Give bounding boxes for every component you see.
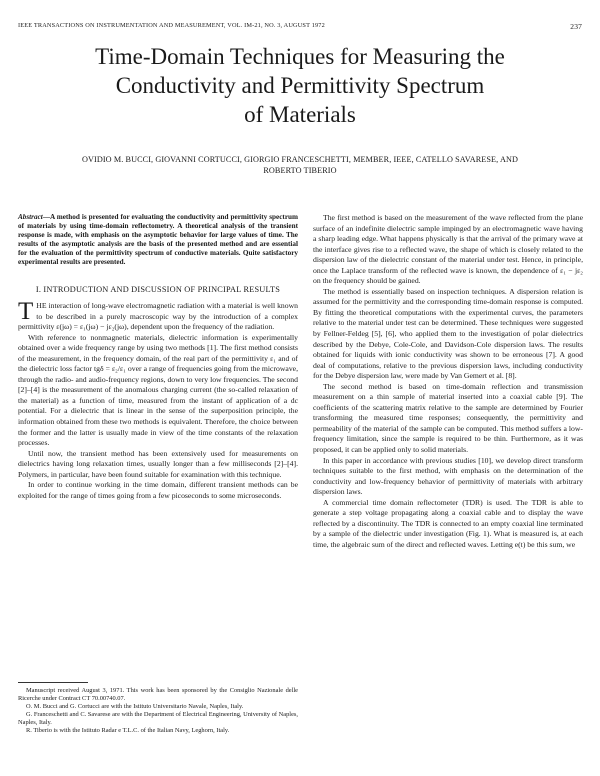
footnote-affiliation-2: G. Franceschetti and C. Savarese are with the Department of Electrical Engineering, University of Naples, Naples, Italy. [18, 711, 298, 727]
journal-line: IEEE TRANSACTIONS ON INSTRUMENTATION AND MEASUREMENT, VOL. IM-21, NO. 3, AUGUST 1972 [18, 22, 325, 29]
intro-paragraph-1 [18, 298, 298, 333]
footnote-rule [18, 682, 88, 683]
footnote-received: Manuscript received August 3, 1971. This work has been sponsored by the Consiglio Nazionale delle Ricerche under Contract CT 70.00740.07. [18, 687, 298, 703]
section-heading: I. INTRODUCTION AND DISCUSSION OF PRINCIPAL RESULTS [35, 285, 281, 294]
title-line-1: Time-Domain Techniques for Measuring the [95, 44, 505, 69]
right-paragraph-4: In this paper in accordance with previous studies [10], we develop direct transform techniques suitable to the first method, with emphasis on the determination of the conductivity and low-frequency behavior of permittivity of materials with arbitrary dispersion laws. [313, 455, 583, 497]
right-paragraph-1: The first method is based on the measurement of the wave reflected from the plane surface of an indefinite dielectric sample impinged by an electromagnetic wave having a sharp leading edge. What happens physically is that the arrival of the primary wave at the interface gives rise to a reflected wave, the shape of which is closely related to the dispersion law of the dielectric constant of the material under test. Hence, in principle, once the Laplace transform of the reflected wave is known, the dependence of ε₁ − jε₂ on the frequency should be gained. [313, 213, 583, 286]
intro-paragraph-1-text: HE interaction of long-wave electromagnetic radiation with a material is well known to be described in a purely macroscopic way by the introduction of a complex permittivity ε(jω) = ε₁(jω) − jε₂(jω), dependent upon the frequency of the radiation. [18, 301, 298, 332]
intro-paragraph-2: With reference to nonmagnetic materials, dielectric information is experimentally obtained over a wide frequency range by using two methods [1]. The first method consists of the measurement, in the frequency domain, of the real part of the permittivity ε₁ and of the dielectric loss factor tgδ = ε₂/ε₁ over a range of frequencies going from the microwave, through the radio- and audio-frequency regions, down to very low frequencies. The second [2]–[4] is the measurement of the anomalous charging current (the so-called relaxation of the material) as a function of time, measured from the instant of application of a dc potential. For a dielectric that is linear in the sense of the superposition principle, the information obtained from these two methods is equivalent. Therefore, the choice between the former and the latter is usually made in view of the time constants of the relaxation processes. [18, 332, 298, 448]
right-column [313, 213, 583, 551]
abstract: Abstract—A method is presented for evaluating the conductivity and permittivity spectrum of materials by using time-domain reflectometry. A theoretical analysis of the transient response is made, with emphasis on the asymptotic behavior for large values of time. The results of the asymptotic analysis are the basis of the presented method and are essential for the evaluation of the permittivity spectrum of conductive materials. Quite satisfactory experimental results are presented. [18, 213, 298, 267]
intro-paragraph-4: In order to continue working in the time domain, different transient methods can be exploited for the range of times going from a few picoseconds to some microseconds. [18, 480, 298, 500]
right-paragraph-3: The second method is based on time-domain reflection and transmission measurement on a thin sample of material inserted into a coaxial cable [9]. The coefficients of the scattering matrix relative to the sample are determined by Fourier transforming the measured time responses; consequently, the permittivity and permeability of the material of the sample can be computed. This method suffers a low-frequency limitation, since the sample is required to be thin. Furthermore, as it was proposed, it can be applied only to solid materials. [313, 381, 583, 455]
right-paragraph-5: A commercial time domain reflectometer (TDR) is used. The TDR is able to generate a step voltage propagating along a coaxial cable and to display the wave reflected by a discontinuity. The TDR is connected to an empty coaxial line terminated by a sample of the dielectric under investigation (Fig. 1). What is measured is, at each time, the algebraic sum of the direct and reflected waves. Letting e(t) be this sum, we [313, 497, 583, 549]
paper-title [60, 42, 540, 129]
footnote-affiliation-3: R. Tiberio is with the Istituto Radar e T.L.C. of the Italian Navy, Leghorn, Italy. [26, 727, 230, 735]
running-head [18, 22, 582, 29]
abstract-text: A method is presented for evaluating the conductivity and permittivity spectrum of materials by using time-domain reflectometry. A theoretical analysis of the transient response is made, with emphasis on the asymptotic behavior for large values of time. The results of the asymptotic analysis are the basis of the presented method and are essential for the evaluation of the permittivity spectrum of conductive materials. Quite satisfactory experimental results are presented. [18, 213, 298, 267]
title-line-2: Conductivity and Permittivity Spectrum [115, 73, 485, 98]
abstract-label: Abstract [18, 213, 43, 221]
footnote-affiliation-1: O. M. Bucci and G. Cortucci are with the Istituto Universitario Navale, Naples, Italy. [26, 703, 244, 711]
drop-cap: T [18, 298, 34, 325]
authors-line-2: ROBERTO TIBERIO [263, 166, 337, 175]
page-number: 237 [570, 22, 582, 29]
author-list [60, 154, 540, 176]
intro-paragraph-3: Until now, the transient method has been extensively used for measurements on dielectrics having long relaxation times, usually longer than a few milliseconds [2]–[4]. Polymers, in particular, have been found suitable for examination with this technique. [18, 448, 298, 479]
right-paragraph-2: The method is essentially based on inspection techniques. A dispersion relation is assumed for the permittivity and the corresponding time-domain response is computed. By fitting the theoretical computations with the experimental curves, the parameters relative to the material under test can be determined. These techniques were suggested by Fellner-Feldeg [5], [6], who applied them to the investigation of polar dielectrics described by the Debye, Cole-Cole, and Davidson-Cole dispersion laws. The results obtained for liquids with ionic conductivity was shown to be erroneous [7]. A good deal of computations, relative to the previous dispersion laws, including conductivity for the Debye dispersion law, were made by Van Gemert et al. [8]. [313, 286, 583, 381]
footnotes [18, 687, 298, 736]
authors-line-1: OVIDIO M. BUCCI, GIOVANNI CORTUCCI, GIORGIO FRANCESCHETTI, MEMBER, IEEE, CATELLO SAVARESE, AND [81, 155, 519, 164]
title-line-3: of Materials [244, 102, 356, 127]
left-column [18, 298, 298, 501]
